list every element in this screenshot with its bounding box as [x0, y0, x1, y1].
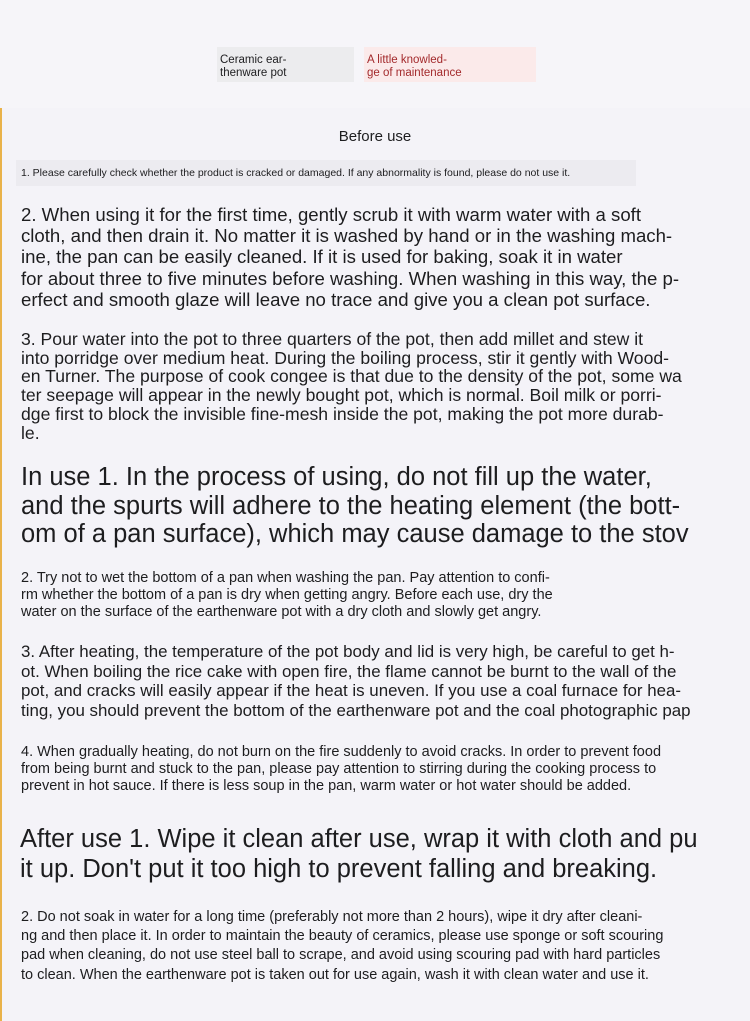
paragraph-after-2: 2. Do not soak in water for a long time (preferably not more than 2 hours), wipe it dry after cleani- ng and then place it. In order to maintain the beauty of ceramics, please use sponge or soft scouring pad when cleaning, do not use steel ball to scrape, and avoid using scouring pad with hard particles to clean. When the earthenware pot is taken out for use again, wash it with clean water and use it.	[21, 909, 664, 983]
paragraph-before-1: 1. Please carefully check whether the product is cracked or damaged. If any abnormality is found, please do not use it.	[21, 167, 571, 179]
paragraph-in-use-4: 4. When gradually heating, do not burn on the fire suddenly to avoid cracks. In order to prevent food from being burnt and stuck to the pan, please pay attention to stirring during the cooking process to prevent in hot sauce. If there is less soup in the pan, warm water or hot water should be added.	[21, 744, 662, 794]
tab-maintenance-label: A little knowled- ge of maintenance	[367, 54, 462, 79]
paragraph-before-2: 2. When using it for the first time, gently scrub it with warm water with a soft cloth, and then drain it. No matter it is washed by hand or in the washing mach- ine, the pan can be easily cleaned. If it is used for baking, soak it in water for about three to five minutes before washing. When washing in this way, the p- erfect and smooth glaze will leave no trace and give you a clean pot surface.	[21, 204, 680, 310]
paragraph-before-3: 3. Pour water into the pot to three quarters of the pot, then add millet and stew it into porridge over medium heat. During the boiling process, stir it gently with Wood- en Turner. The purpose of cook congee is that due to the density of the pot, some wa ter seepage will appear in the newly bought pot, which is normal. Boil milk or porri- dge first to block the invisible fine-mesh inside the pot, making the pot more durab- le.	[21, 329, 682, 443]
section-heading-before-use: Before use	[338, 128, 412, 145]
tab-product[interactable]	[217, 47, 354, 82]
accent-divider	[0, 108, 2, 1021]
paragraph-in-use-3: 3. After heating, the temperature of the pot body and lid is very high, be careful to get h- ot. When boiling the rice cake with open fire, the flame cannot be burnt to the wall of the pot, and cracks will easily appear if the heat is uneven. If you use a coal furnace for hea- ting, you should prevent the bottom of the earthenware pot and the coal photographic pap	[21, 642, 691, 720]
tab-maintenance-knowledge[interactable]	[364, 47, 536, 82]
tab-product-label: Ceramic ear- thenware pot	[220, 54, 287, 79]
paragraph-after-1: After use 1. Wipe it clean after use, wrap it with cloth and pu it up. Don't put it too high to prevent falling and breaking.	[20, 825, 698, 883]
paragraph-in-use-2: 2. Try not to wet the bottom of a pan when washing the pan. Pay attention to confi- rm whether the bottom of a pan is dry when getting angry. Before each use, dry the water on the surface of the earthenware pot with a dry cloth and slowly get angry.	[21, 570, 553, 620]
paragraph-in-use-1: In use 1. In the process of using, do not fill up the water, and the spurts will adhere to the heating element (the bott- om of a pan surface), which may cause damage to the stov	[21, 463, 689, 548]
